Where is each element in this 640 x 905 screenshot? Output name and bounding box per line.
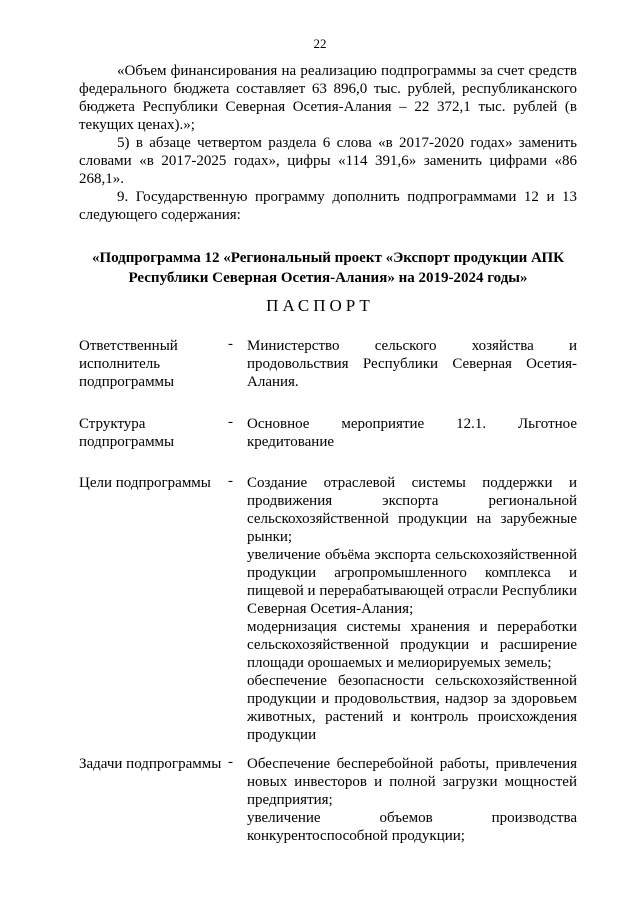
intro-paragraph-amendment: 5) в абзаце четвертом раздела 6 слова «в 2017-2020 годах» заменить словами «в 2017-2025 годах», цифры «114 391,6» заменить цифрами «86 268,1». [79,135,577,187]
passport-title: ПАСПОРТ [266,296,374,315]
row-dash: - [228,336,233,352]
subprogram-heading-line-2: Республики Северная Осетия-Алания» на 2019-2024 годы» [128,270,528,286]
task-item: Обеспечение бесперебойной работы, привлечения новых инвесторов и полной загрузки мощностей предприятия; [247,756,577,808]
tasks-label: Задачи подпрограммы [79,756,222,772]
goal-item: увеличение объёма экспорта сельскохозяйственной продукции агропромышленного комплекса и пищевой и перерабатывающей отрасли Республики Северная Осетия-Алания; [247,547,577,617]
page-number: 22 [313,36,327,51]
tasks-value [247,755,577,845]
subprogram-heading-line-1: «Подпрограмма 12 «Региональный проект «Экспорт продукции АПК [91,250,565,266]
task-item: увеличение объемов производства конкурентоспособной продукции; [247,810,577,844]
responsible-value: Министерство сельского хозяйства и продовольствия Республики Северная Осетия-Алания. [247,338,577,390]
goals-value [247,474,577,744]
row-dash: - [228,754,233,770]
goal-item: обеспечение безопасности сельскохозяйственной продукции и продовольствия, надзор за здоровьем животных, растений и контроль происхождения продукции [247,673,577,743]
goal-item: Создание отраслевой системы поддержки и продвижения экспорта региональной сельскохозяйственной продукции на зарубежные рынки; [247,475,577,545]
responsible-label: Ответственный исполнитель подпрограммы [79,338,178,390]
structure-label: Структура подпрограммы [79,416,175,450]
subprogram-heading [79,248,577,288]
row-dash: - [228,473,233,489]
intro-paragraph-funding: «Объем финансирования на реализацию подпрограммы за счет средств федерального бюджета составляет 63 896,0 тыс. рублей, республиканского бюджета Республики Северная Осетия-Алания – 22 372,1 тыс. рублей (в текущих ценах).»; [79,63,577,133]
intro-paragraph-supplement: 9. Государственную программу дополнить подпрограммами 12 и 13 следующего содержания: [79,189,577,223]
row-dash: - [228,414,233,430]
goals-label: Цели подпрограммы [79,475,211,491]
goal-item: модернизация системы хранения и переработки сельскохозяйственной продукции и расширение площади орошаемых и мелиорируемых земель; [247,619,577,671]
structure-value: Основное мероприятие 12.1. Льготное кредитование [247,416,577,450]
